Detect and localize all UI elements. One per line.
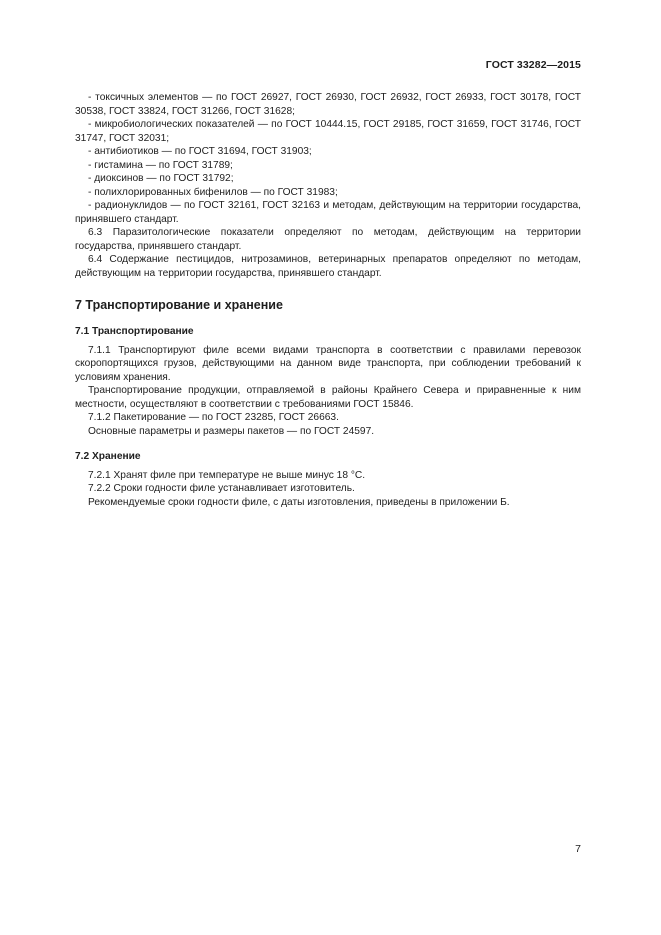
paragraph-7-1-1: 7.1.1 Транспортируют филе всеми видами транспорта в соответствии с правилами перевозок скоропортящихся грузов, действующими на данном виде транспорта, при соблюдении требований к условиям хранения. <box>75 344 581 383</box>
subsection-title-7-2: 7.2 Хранение <box>75 451 141 462</box>
body-text <box>75 91 581 509</box>
subsection-title-7-1: 7.1 Транспортирование <box>75 326 194 337</box>
page-number: 7 <box>575 843 581 855</box>
section-title-7: 7 Транспортирование и хранение <box>75 298 283 312</box>
list-item-dioxins: - диоксинов — по ГОСТ 31792; <box>88 173 234 184</box>
paragraph-7-2-2: 7.2.2 Сроки годности филе устанавливает изготовитель. <box>88 483 355 494</box>
paragraph-far-north: Транспортирование продукции, отправляемой в районы Крайнего Севера и приравненные к ним местности, осуществляют в соответствии с требованиями ГОСТ 15846. <box>75 385 581 410</box>
paragraph-7-1-2: 7.1.2 Пакетирование — по ГОСТ 23285, ГОСТ 26663. <box>88 412 339 423</box>
paragraph-7-2-1: 7.2.1 Хранят филе при температуре не выше минус 18 °С. <box>88 469 366 481</box>
list-item-radionuclides: - радионуклидов — по ГОСТ 32161, ГОСТ 32163 и методам, действующим на территории государства, принявшего стандарт. <box>75 200 581 225</box>
list-item-histamine: - гистамина — по ГОСТ 31789; <box>88 159 233 171</box>
paragraph-recommended-shelf-life: Рекомендуемые сроки годности филе, с даты изготовления, приведены в приложении Б. <box>88 496 510 508</box>
list-item-microbiological: - микробиологических показателей — по ГОСТ 10444.15, ГОСТ 29185, ГОСТ 31659, ГОСТ 31746, ГОСТ 31747, ГОСТ 32031; <box>75 119 581 144</box>
paragraph-6-3: 6.3 Паразитологические показатели определяют по методам, действующим на территории государства, принявшего стандарт. <box>75 227 581 252</box>
paragraph-packet-params: Основные параметры и размеры пакетов — по ГОСТ 24597. <box>88 425 375 437</box>
list-item-pcb: - полихлорированных бифенилов — по ГОСТ 31983; <box>88 186 338 198</box>
list-item-antibiotics: - антибиотиков — по ГОСТ 31694, ГОСТ 31903; <box>88 146 312 157</box>
paragraph-6-4: 6.4 Содержание пестицидов, нитрозаминов, ветеринарных препаратов определяют по методам, действующим на территории государства, принявшего стандарт. <box>75 254 581 279</box>
list-item-toxic-elements: - токсичных элементов — по ГОСТ 26927, ГОСТ 26930, ГОСТ 26932, ГОСТ 26933, ГОСТ 30178, ГОСТ 30538, ГОСТ 33824, ГОСТ 31266, ГОСТ 31628; <box>75 92 581 117</box>
document-code: ГОСТ 33282—2015 <box>485 59 581 71</box>
